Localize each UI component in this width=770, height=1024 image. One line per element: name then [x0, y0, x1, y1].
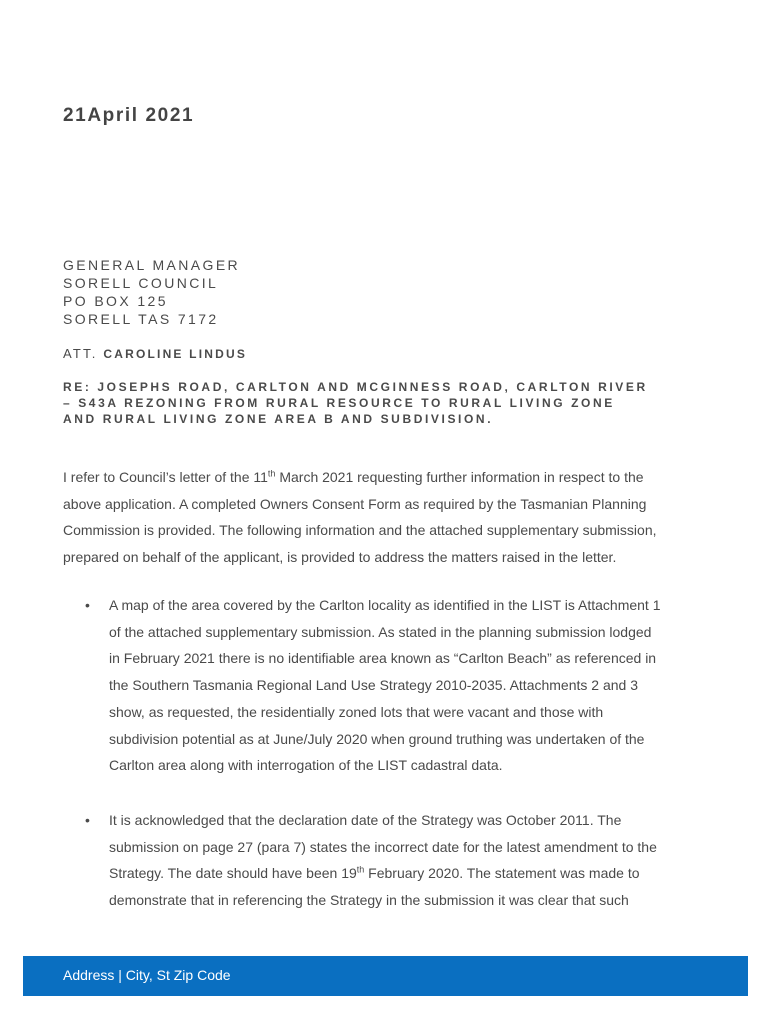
text-span: March 2021 requesting further information in respect to the: [275, 469, 644, 485]
footer-bar: [23, 956, 748, 996]
bullet-text: [109, 807, 719, 914]
attention-line: [63, 346, 247, 361]
paragraph-line: above application. A completed Owners Consent Form as required by the Tasmanian Planning: [63, 495, 647, 512]
paragraph-line: It is acknowledged that the declaration date of the Strategy was October 2011. The: [109, 812, 622, 828]
attention-label: ATT.: [63, 346, 98, 361]
bullet-icon: •: [85, 597, 90, 613]
paragraph-line: subdivision potential as at June/July 2020 when ground truthing was undertaken of the: [109, 730, 645, 747]
subject-heading: [63, 379, 723, 427]
recipient-line: SORELL COUNCIL: [63, 275, 219, 291]
bullet-icon: •: [85, 812, 90, 828]
subject-line: RE: JOSEPHS ROAD, CARLTON AND MCGINNESS ROAD, CARLTON RIVER: [63, 380, 648, 394]
text-span: February 2020. The statement was made to: [364, 865, 640, 882]
paragraph-line: submission on page 27 (para 7) states the incorrect date for the latest amendment to the: [109, 838, 657, 855]
paragraph-line: A map of the area covered by the Carlton locality as identified in the LIST is Attachment 1: [109, 597, 661, 613]
paragraph-line: [63, 464, 713, 491]
paragraph-line: prepared on behalf of the applicant, is provided to address the matters raised in the letter.: [63, 549, 617, 566]
paragraph-line: of the attached supplementary submission. As stated in the planning submission lodged: [109, 623, 652, 640]
recipient-address: [63, 256, 240, 328]
paragraph-line: demonstrate that in referencing the Strategy in the submission it was clear that such: [109, 892, 629, 909]
ordinal-suffix: th: [356, 864, 365, 875]
text-span: I refer to Council’s letter of the 11: [63, 469, 268, 485]
attention-name: CAROLINE LINDUS: [103, 347, 248, 361]
recipient-line: PO BOX 125: [63, 293, 168, 309]
recipient-line: GENERAL MANAGER: [63, 257, 241, 273]
footer-address: Address | City, St Zip Code: [63, 967, 231, 983]
ordinal-suffix: th: [267, 468, 276, 479]
text-span: Strategy. The date should have been 19: [109, 865, 357, 882]
paragraph-line: Carlton area along with interrogation of the LIST cadastral data.: [109, 757, 503, 774]
paragraph-line: [109, 860, 719, 887]
paragraph-line: in February 2021 there is no identifiable area known as “Carlton Beach” as referenced in: [109, 650, 657, 667]
paragraph-line: the Southern Tasmania Regional Land Use Strategy 2010-2035. Attachments 2 and 3: [109, 677, 638, 694]
subject-line: – S43A REZONING FROM RURAL RESOURCE TO RURAL LIVING ZONE: [63, 396, 615, 410]
subject-line: AND RURAL LIVING ZONE AREA B AND SUBDIVISION.: [63, 412, 494, 426]
bullet-text: [109, 592, 719, 779]
paragraph-line: Commission is provided. The following information and the attached supplementary submission,: [63, 522, 657, 539]
letter-date: 21April 2021: [63, 105, 195, 126]
paragraph-line: show, as requested, the residentially zoned lots that were vacant and those with: [109, 703, 604, 720]
intro-paragraph: [63, 464, 713, 571]
recipient-line: SORELL TAS 7172: [63, 311, 219, 327]
